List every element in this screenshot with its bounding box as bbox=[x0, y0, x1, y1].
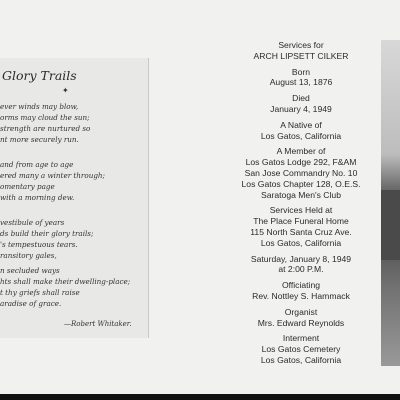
poem-line: 's tempestuous tears. bbox=[0, 240, 78, 249]
poem-line: ever winds may blow, bbox=[0, 102, 79, 111]
organist-label: Organist bbox=[284, 306, 318, 317]
poem-author: —Robert Whitaker. bbox=[64, 320, 132, 328]
service-time: at 2:00 P.M. bbox=[278, 264, 324, 275]
scan-bottom-edge bbox=[0, 394, 400, 400]
member-label: A Member of bbox=[276, 146, 326, 157]
officiating-name: Rev. Nottley S. Hammack bbox=[252, 290, 350, 301]
held-label: Services Held at bbox=[269, 205, 333, 216]
poem-line: and from age to age bbox=[0, 160, 74, 169]
native-place: Los Gatos, California bbox=[260, 130, 342, 141]
poem-line: hts shall make their dwelling-place; bbox=[0, 277, 131, 286]
interment-line: Los Gatos Cemetery bbox=[261, 344, 341, 355]
poem-panel bbox=[0, 58, 149, 338]
held-line: Los Gatos, California bbox=[260, 237, 342, 248]
interment-line: Los Gatos, California bbox=[260, 354, 342, 365]
poem-line: omentary page bbox=[0, 182, 55, 191]
poem-title: Glory Trails bbox=[2, 68, 77, 83]
held-line: 115 North Santa Cruz Ave. bbox=[250, 226, 352, 237]
poem-line: ds build their glory trails; bbox=[0, 229, 94, 238]
services-header: Services for bbox=[278, 40, 324, 50]
deceased-name: ARCH LIPSETT CILKER bbox=[253, 50, 349, 61]
services-panel bbox=[226, 40, 376, 366]
member-line: Los Gatos Chapter 128, O.E.S. bbox=[241, 178, 361, 189]
photo-edge-image bbox=[381, 40, 400, 366]
organist-name: Mrs. Edward Reynolds bbox=[257, 317, 345, 328]
photo-dark-area bbox=[381, 190, 400, 260]
poem-line: strength are nurtured so bbox=[0, 124, 91, 133]
officiating-label: Officiating bbox=[281, 280, 321, 291]
member-line: Saratoga Men's Club bbox=[261, 189, 341, 200]
bird-icon: ✦ bbox=[62, 86, 69, 95]
poem-line: ransitory gales, bbox=[0, 251, 57, 260]
poem-line: with a morning dew. bbox=[0, 193, 75, 202]
poem-line: vestibule of years bbox=[0, 218, 65, 227]
interment-label: Interment bbox=[282, 333, 320, 344]
died-label: Died bbox=[292, 93, 310, 104]
born-date: August 13, 1876 bbox=[269, 77, 333, 88]
member-line: San Jose Commandry No. 10 bbox=[244, 167, 358, 178]
poem-line: aradise of grace. bbox=[0, 299, 62, 308]
poem-line: n secluded ways bbox=[0, 266, 60, 275]
service-date: Saturday, January 8, 1949 bbox=[250, 253, 352, 264]
died-date: January 4, 1949 bbox=[270, 103, 332, 114]
poem-line: ered many a winter through; bbox=[0, 171, 105, 180]
poem-line: t thy griefs shall raise bbox=[0, 288, 80, 297]
poem-line: orms may cloud the sun; bbox=[0, 113, 90, 122]
native-label: A Native of bbox=[280, 119, 322, 130]
born-label: Born bbox=[291, 66, 311, 77]
held-line: The Place Funeral Home bbox=[253, 216, 349, 227]
poem-line: nt more securely run. bbox=[0, 135, 79, 144]
member-line: Los Gatos Lodge 292, F&AM bbox=[245, 157, 357, 168]
